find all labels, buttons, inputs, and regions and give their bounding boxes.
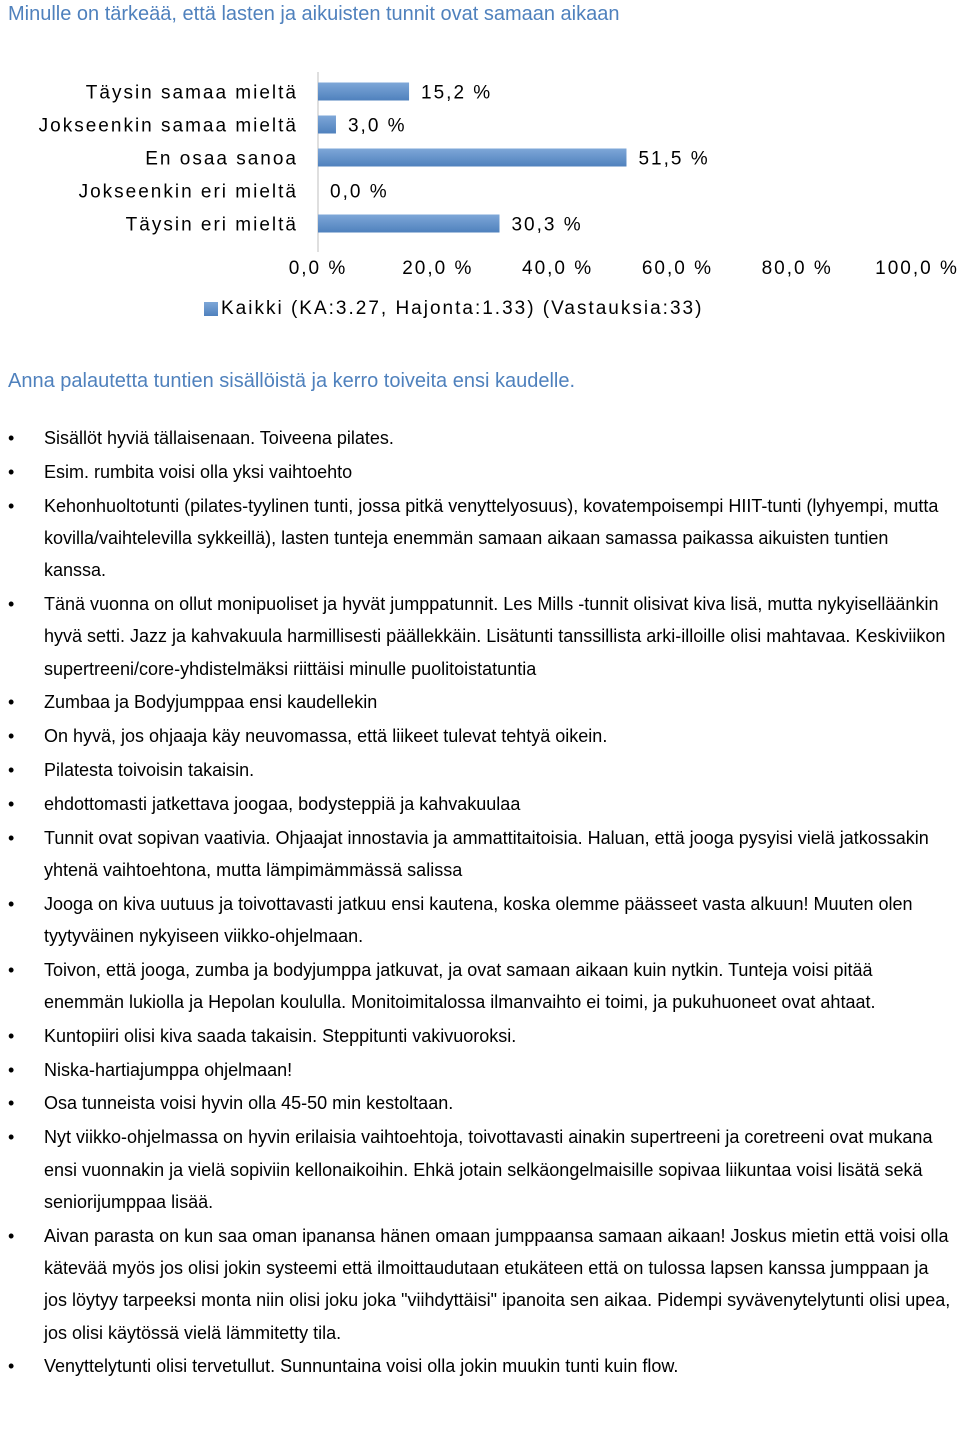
data-label: 51,5 % [638, 148, 710, 170]
data-label: 0,0 % [330, 181, 389, 203]
feedback-list [44, 422, 954, 1384]
feedback-item: • Jooga on kiva uutuus ja toivottavasti jatkuu ensi kautena, koska olemme päässeet vasta alkuun! Muuten olen tyytyväinen nykyiseen viikko-ohjelmaan. [44, 888, 954, 953]
chart-legend [204, 298, 703, 320]
feedback-item: • Venyttelytunti olisi tervetullut. Sunnuntaina voisi olla jokin muukin tunti kuin flow. [44, 1350, 954, 1382]
category-label: Täysin eri mieltä [125, 214, 298, 236]
feedback-item: • On hyvä, jos ohjaaja käy neuvomassa, että liikeet tulevat tehtyä oikein. [44, 720, 954, 752]
feedback-item: • Tänä vuonna on ollut monipuoliset ja hyvät jumppatunnit. Les Mills -tunnit olisivat kiva lisä, mutta nykyiselläänkin hyvä setti. Jazz ja kahvakuula harmillisesti päällekkäin. Lisätunti tanssillista arki-illoille olisi mahtavaa. Keskiviikon supertreeni/core-yhdistelmäksi riittäisi minulle puolitoistatuntia [44, 588, 954, 685]
category-label: En osaa sanoa [145, 148, 298, 170]
x-tick-label: 60,0 % [641, 258, 713, 279]
category-label: Jokseenkin eri mieltä [78, 181, 298, 203]
category-label: Täysin samaa mieltä [85, 82, 298, 104]
feedback-item: • Tunnit ovat sopivan vaativia. Ohjaajat innostavia ja ammattitaitoisia. Haluan, että jooga pysyisi vielä jatkossakin yhtenä vaihtoehtona, mutta lämpimämmässä salissa [44, 822, 954, 887]
x-tick-label: 20,0 % [402, 258, 474, 279]
data-bar [318, 215, 499, 233]
data-label: 15,2 % [421, 82, 493, 104]
data-bar [318, 116, 336, 134]
feedback-item: • Sisällöt hyviä tällaisenaan. Toiveena pilates. [44, 422, 954, 454]
feedback-item: • Zumbaa ja Bodyjumppaa ensi kaudellekin [44, 686, 954, 718]
feedback-item: • Kuntopiiri olisi kiva saada takaisin. Steppitunti vakivuoroksi. [44, 1020, 954, 1052]
legend-label: Kaikki (KA:3.27, Hajonta:1.33) (Vastauksia:33) [221, 298, 704, 319]
data-label: 30,3 % [511, 214, 583, 236]
feedback-item: • Osa tunneista voisi hyvin olla 45-50 min kestoltaan. [44, 1087, 954, 1119]
bar-chart [0, 60, 960, 288]
x-tick-label: 0,0 % [288, 258, 348, 279]
x-tick-label: 80,0 % [761, 258, 833, 279]
feedback-item: • Nyt viikko-ohjelmassa on hyvin erilaisia vaihtoehtoja, toivottavasti ainakin supertreeni ja coretreeni ovat mukana ensi vuonnakin ja vielä sopiviin kellonaikoihin. Ehkä jotain selkäongelmaisille sopivaa liikuntaa voisi lisätä sekä seniorijumppaa lisää. [44, 1121, 954, 1218]
question-title: Minulle on tärkeää, että lasten ja aikuisten tunnit ovat samaan aikaan [8, 3, 620, 25]
feedback-item: • Pilatesta toivoisin takaisin. [44, 754, 954, 786]
feedback-title: Anna palautetta tuntien sisällöistä ja kerro toiveita ensi kaudelle. [8, 370, 576, 392]
feedback-item: • Aivan parasta on kun saa oman ipanansa hänen omaan jumppaansa samaan aikaan! Joskus mietin että voisi olla kätevää myös jos olisi jokin systeemi että ilmoittaudutaan etukäteen että on tulossa lapsen kanssa jumppaan ja jos löytyy tarpeeksi monta niin olisi joku joka "viihdyttäisi" ipanoita sen aikaa. Pidempi syvävenytelytunti olisi upea, jos olisi käytössä vielä lämmitetty tila. [44, 1220, 954, 1349]
x-tick-label: 40,0 % [522, 258, 594, 279]
category-label: Jokseenkin samaa mieltä [38, 115, 298, 137]
feedback-item: • Niska-hartiajumppa ohjelmaan! [44, 1054, 954, 1086]
data-label: 3,0 % [347, 115, 407, 137]
data-bar [318, 149, 626, 167]
legend-swatch [204, 302, 218, 316]
feedback-item: • ehdottomasti jatkettava joogaa, bodysteppiä ja kahvakuulaa [44, 788, 954, 820]
x-tick-label: 100,0 % [875, 258, 959, 279]
feedback-item: • Esim. rumbita voisi olla yksi vaihtoehto [44, 456, 954, 488]
feedback-item: • Toivon, että jooga, zumba ja bodyjumppa jatkuvat, ja ovat samaan aikaan kuin nytkin. Tunteja voisi pitää enemmän lukiolla ja Hepolan koululla. Monitoimitalossa ilmanvaihto ei toimi, ja pukuhuoneet ovat ahtaat. [44, 954, 954, 1019]
feedback-item: • Kehonhuoltotunti (pilates-tyylinen tunti, jossa pitkä venyttelyosuus), kovatempoisempi HIIT-tunti (lyhyempi, mutta kovilla/vaihtelevilla sykkeillä), lasten tunteja enemmän samaan aikaan samassa paikassa aikuisten tuntien kanssa. [44, 490, 954, 587]
data-bar [318, 83, 409, 101]
